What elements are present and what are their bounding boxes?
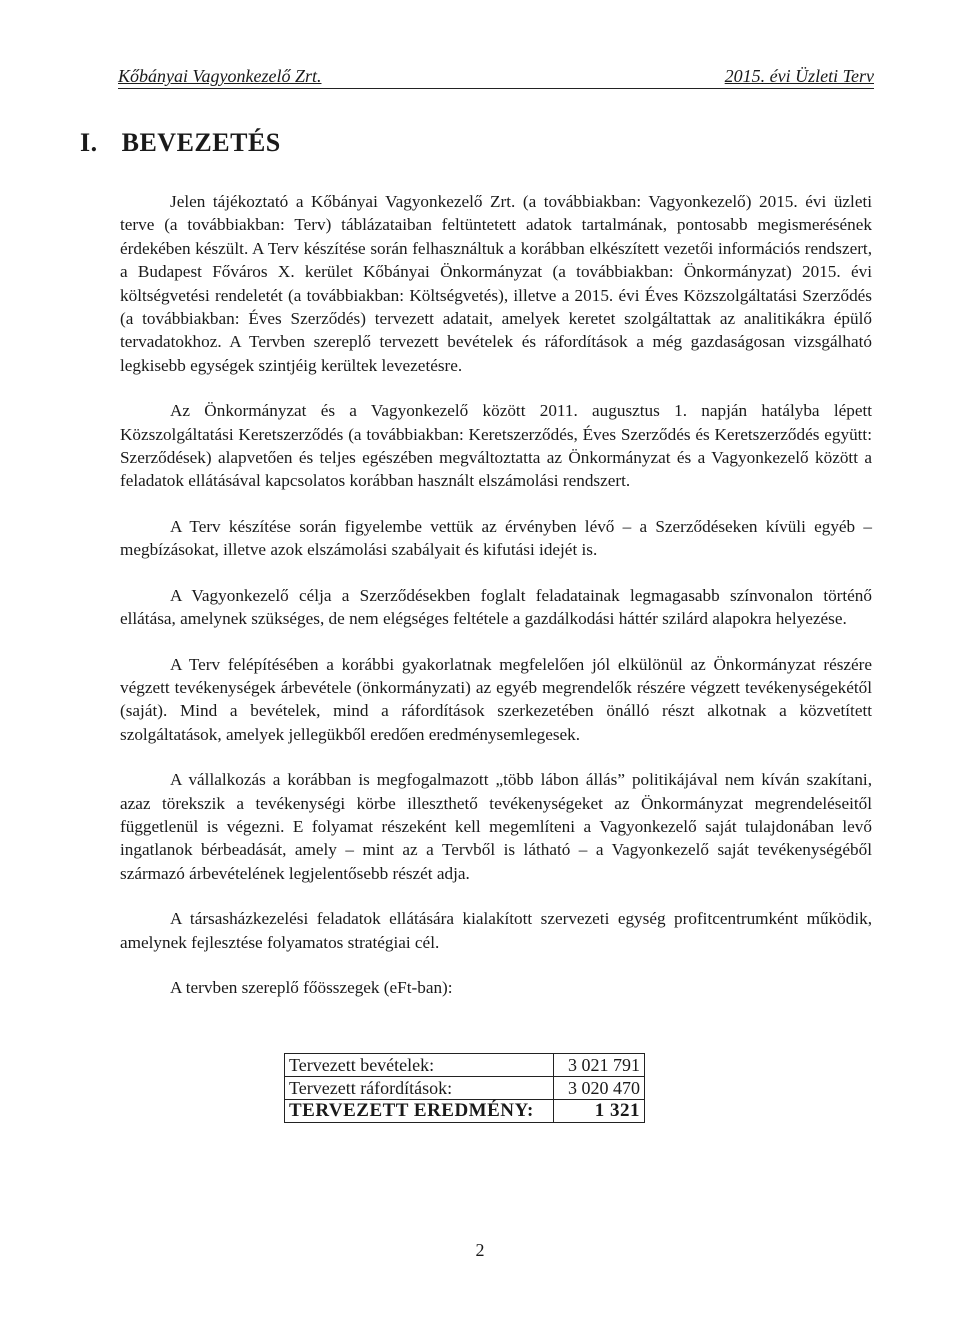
table-cell-value: 1 321 <box>554 1100 645 1123</box>
table-row <box>285 1077 645 1100</box>
table-cell-label: TERVEZETT EREDMÉNY: <box>285 1100 554 1123</box>
table-cell-label: Tervezett bevételek: <box>285 1054 554 1077</box>
paragraph-condominium: A társasházkezelési feladatok ellátására kialakított szervezeti egység profitcentrumként működik, amelynek fejlesztése folyamatos stratégiai cél. <box>120 909 872 952</box>
table-cell-value: 3 020 470 <box>554 1077 645 1100</box>
table-row <box>285 1054 645 1077</box>
paragraph-structure: A Terv felépítésében a korábbi gyakorlatnak megfelelően jól elkülönül az Önkormányzat részére végzett tevékenységek árbevétele (önkormányzati) az egyéb megrendelők részére végzett tevékenységekétől (saját). Mind a bevételek, mind a ráfordítások szerkezetében önálló részt alkotnak a közvetített szolgáltatások, amelyek jellegükből eredően eredménysemlegesek. <box>120 654 872 744</box>
paragraph-totals-intro: A tervben szereplő főösszegek (eFt-ban): <box>170 977 453 997</box>
section-number: I. <box>80 128 98 157</box>
section-title <box>80 128 281 158</box>
header-company-name: Kőbányai Vagyonkezelő Zrt. <box>118 66 322 86</box>
section-title-text: BEVEZETÉS <box>121 128 281 157</box>
body-text <box>120 190 872 1019</box>
paragraph-other-mandates: A Terv készítése során figyelembe vettük az érvényben lévő – a Szerződéseken kívüli egyéb – megbízásokat, illetve azok elszámolási szabályait és kifutási idejét is. <box>120 516 872 560</box>
table-cell-label: Tervezett ráfordítások: <box>285 1077 554 1100</box>
paragraph-framework-contract: Az Önkormányzat és a Vagyonkezelő között 2011. augusztus 1. napján hatályba lépett Közszolgáltatási Keretszerződés (a továbbiakban: Keretszerződés, Éves Szerződés és Keretszerződés együtt: Szerződések) alapvetően és teljes egészében megváltoztatta az Önkormányzat és a Vagyonkezelő között a feladatok ellátásával kapcsolatos korábban használt elszámolási rendszert. <box>120 401 872 491</box>
paragraph-intro: Jelen tájékoztató a Kőbányai Vagyonkezelő Zrt. (a továbbiakban: Vagyonkezelő) 2015. évi üzleti terve (a továbbiakban: Terv) táblázataiban feltüntetett adatok tartalmának, pontosabb megismerésének érdekében készült. A Terv készítése során felhasználtuk a korábban elkészített vezetői információs rendszert, a Budapest Főváros X. kerület Kőbányai Önkormányzat (a továbbiakban: Önkormányzat) 2015. évi költségvetési rendeletét (a továbbiakban: Költségvetés), illetve a 2015. évi Éves Közszolgáltatási Szerződés (a továbbiakban: Éves Szerződés) tervezett adatait, amelyek keretet szolgáltattak az analitikákra épülő tervadatokhoz. A Tervben szereplő tervezett bevételek és ráfordítások a még gazdaságosan vizsgálható legkisebb egységek szintjéig kerültek levezetésre. <box>120 192 872 375</box>
page-number: 2 <box>475 1240 485 1260</box>
table-cell-value: 3 021 791 <box>554 1054 645 1077</box>
paragraph-goal: A Vagyonkezelő célja a Szerződésekben foglalt feladatainak legmagasabb színvonalon történő ellátása, amelynek szükséges, de nem elégséges feltétele a gazdálkodási háttér szilárd alapokra helyezése. <box>120 585 872 629</box>
paragraph-diversification: A vállalkozás a korábban is megfogalmazott „több lábon állás” politikájával nem kíván szakítani, azaz törekszik a tevékenységi körbe illeszthető tevékenységeket az Önkormányzat megrendeléseitől függetlenül is végezni. E folyamat részeként kell megemlíteni a Vagyonkezelő saját tulajdonában levő ingatlanok bérbeadását, amely – mint az a Tervből is látható – a Vagyonkezelő saját tevékenységéből származó árbevételének legjelentősebb részét adja. <box>120 770 872 883</box>
summary-table <box>284 1053 645 1123</box>
table-row-total <box>285 1100 645 1123</box>
header-document-title: 2015. évi Üzleti Terv <box>724 66 874 86</box>
running-header <box>118 64 874 89</box>
